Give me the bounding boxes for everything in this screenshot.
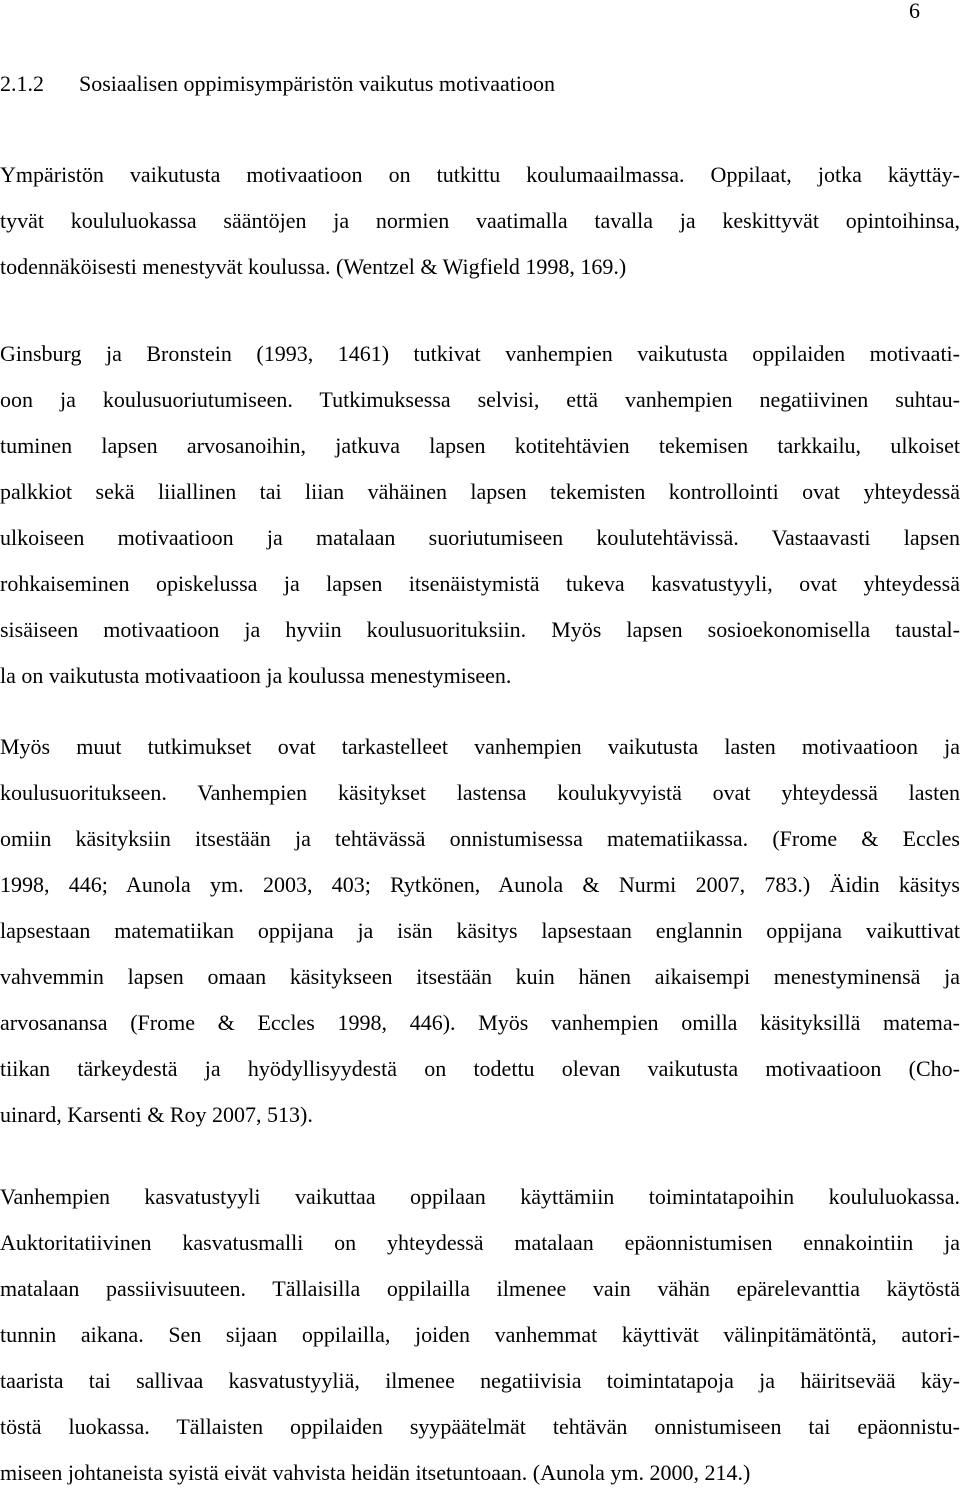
paragraph-parental-influence-study (0, 331, 960, 699)
paragraph-environment-effect (0, 152, 960, 290)
text-line: 1998, 446; Aunola ym. 2003, 403; Rytkönen, Aunola & Nurmi 2007, 783.) Äidin käsitys (0, 872, 960, 897)
text-line: oon ja koulusuoriutumiseen. Tutkimuksessa selvisi, että vanhempien negatiivinen suhtau- (0, 387, 960, 412)
text-line: tunnin aikana. Sen sijaan oppilailla, joiden vanhemmat käyttivät välinpitämätöntä, autori- (0, 1322, 960, 1347)
text-line: sisäiseen motivaatioon ja hyviin koulusuorituksiin. Myös lapsen sosioekonomisella taustal- (0, 617, 960, 642)
text-line: töstä luokassa. Tällaisten oppilaiden syypäätelmät tehtävän onnistumiseen tai epäonnistu- (0, 1414, 960, 1439)
text-line: uinard, Karsenti & Roy 2007, 513). (0, 1102, 313, 1127)
text-line: tiikan tärkeydestä ja hyödyllisyydestä on todettu olevan vaikutusta motivaatioon (Cho- (0, 1056, 960, 1081)
text-line: la on vaikutusta motivaatioon ja koulussa menestymiseen. (0, 663, 512, 688)
text-line: palkkiot sekä liiallinen tai liian vähäinen lapsen tekemisten kontrollointi ovat yhteydessä (0, 479, 960, 504)
text-line: miseen johtaneista syistä eivät vahvista heidän itsetuntoaan. (Aunola ym. 2000, 214.) (0, 1460, 751, 1485)
text-line: arvosanansa (Frome & Eccles 1998, 446). Myös vanhempien omilla käsityksillä matema- (0, 1010, 960, 1035)
text-line: Ginsburg ja Bronstein (1993, 1461) tutkivat vanhempien vaikutusta oppilaiden motivaati- (0, 341, 960, 366)
text-line: todennäköisesti menestyvät koulussa. (Wentzel & Wigfield 1998, 169.) (0, 254, 627, 279)
text-line: Myös muut tutkimukset ovat tarkastelleet vanhempien vaikutusta lasten motivaatioon ja (0, 734, 960, 759)
text-line: vahvemmin lapsen omaan käsitykseen itsestään kuin hänen aikaisempi menestyminensä ja (0, 964, 960, 989)
text-line: Ympäristön vaikutusta motivaatioon on tutkittu koulumaailmassa. Oppilaat, jotka käyttäy- (0, 162, 960, 187)
section-heading (0, 69, 555, 99)
paragraph-parenting-style (0, 1174, 960, 1496)
section-number: 2.1.2 (0, 71, 44, 96)
text-line: Vanhempien kasvatustyyli vaikuttaa oppilaan käyttämiin toimintatapoihin koululuokassa. (0, 1184, 960, 1209)
text-line: matalaan passiivisuuteen. Tällaisilla oppilailla ilmenee vain vähän epärelevanttia käytöstä (0, 1276, 960, 1301)
text-line: Auktoritatiivinen kasvatusmalli on yhteydessä matalaan epäonnistumisen ennakointiin ja (0, 1230, 960, 1255)
text-line: taarista tai sallivaa kasvatustyyliä, ilmenee negatiivisia toimintatapoja ja häiritsevää käy- (0, 1368, 960, 1393)
text-line: lapsestaan matematiikan oppijana ja isän käsitys lapsestaan englannin oppijana vaikuttivat (0, 918, 960, 943)
section-title: Sosiaalisen oppimisympäristön vaikutus motivaatioon (79, 71, 556, 96)
page-number: 6 (909, 0, 920, 23)
text-line: rohkaiseminen opiskelussa ja lapsen itsenäistymistä tukeva kasvatustyyli, ovat yhteydessä (0, 571, 960, 596)
text-line: tyvät koululuokassa sääntöjen ja normien vaatimalla tavalla ja keskittyvät opintoihinsa, (0, 208, 960, 233)
paragraph-other-studies (0, 724, 960, 1138)
text-line: ulkoiseen motivaatioon ja matalaan suoriutumiseen koulutehtävissä. Vastaavasti lapsen (0, 525, 960, 550)
text-line: koulusuoritukseen. Vanhempien käsitykset lastensa koulukyvyistä ovat yhteydessä lasten (0, 780, 960, 805)
text-line: omiin käsityksiin itsestään ja tehtävässä onnistumisessa matematiikassa. (Frome & Eccles (0, 826, 960, 851)
text-line: tuminen lapsen arvosanoihin, jatkuva lapsen kotitehtävien tekemisen tarkkailu, ulkoiset (0, 433, 960, 458)
